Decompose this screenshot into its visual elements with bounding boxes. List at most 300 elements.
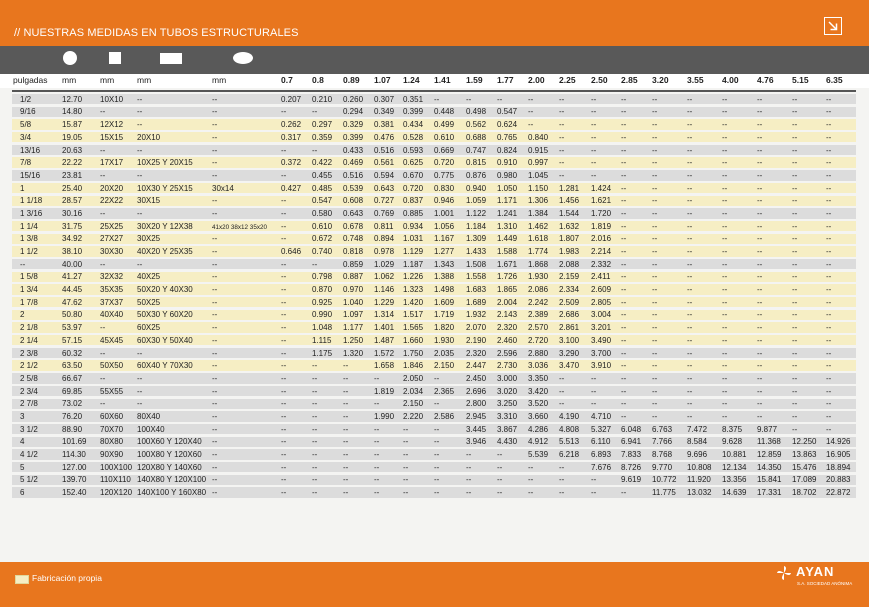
table-cell: 2 3/8: [20, 348, 38, 358]
table-cell: --: [687, 399, 693, 409]
table-cell: --: [652, 297, 658, 307]
table-cell: 2.696: [466, 386, 487, 396]
table-cell: 1.281: [559, 183, 580, 193]
table-cell: --: [559, 158, 565, 168]
table-cell: --: [687, 234, 693, 244]
table-cell: 1.187: [403, 259, 424, 269]
table-cell: 5.513: [559, 437, 580, 447]
arrow-down-right-icon[interactable]: [824, 17, 842, 35]
table-cell: --: [591, 475, 597, 485]
table-cell: 1.226: [403, 272, 424, 282]
table-cell: --: [621, 348, 627, 358]
table-cell: --: [722, 323, 728, 333]
table-cell: 53.97: [62, 323, 83, 333]
table-cell: 50X20 Y 40X30: [137, 285, 193, 295]
table-cell: --: [281, 437, 287, 447]
table-cell: --: [652, 259, 658, 269]
table-cell: --: [312, 450, 318, 460]
table-cell: --: [722, 94, 728, 104]
table-cell: --: [559, 488, 565, 498]
table-cell: --: [757, 170, 763, 180]
table-cell: --: [281, 323, 287, 333]
table-cell: 30X25: [137, 234, 161, 244]
table-cell: --: [652, 373, 658, 383]
table-cell: --: [826, 411, 832, 421]
table-cell: --: [652, 208, 658, 218]
table-cell: 0.775: [434, 170, 455, 180]
table-cell: 1.456: [559, 196, 580, 206]
table-cell: --: [591, 158, 597, 168]
table-cell: 3.004: [591, 310, 612, 320]
table-cell: 9.628: [722, 437, 743, 447]
table-cell: 1.056: [434, 221, 455, 231]
table-cell: --: [343, 450, 349, 460]
table-cell: 90X90: [100, 450, 124, 460]
table-cell: 101.69: [62, 437, 87, 447]
table-cell: --: [722, 247, 728, 257]
table-cell: 3.020: [497, 386, 518, 396]
table-cell: 6.893: [591, 450, 612, 460]
table-cell: --: [466, 462, 472, 472]
table-cell: 22.872: [826, 488, 851, 498]
table-cell: --: [687, 94, 693, 104]
table-cell: 80X40: [137, 411, 161, 421]
table-cell: 50X50: [100, 361, 124, 371]
table-row: [0, 486, 869, 499]
table-cell: 1.660: [403, 335, 424, 345]
table-cell: --: [621, 361, 627, 371]
table-cell: --: [621, 272, 627, 282]
table-cell: --: [792, 424, 798, 434]
square-icon: [109, 52, 121, 64]
table-cell: 5: [20, 462, 25, 472]
table-cell: --: [652, 132, 658, 142]
table-cell: 0.670: [403, 170, 424, 180]
table-cell: 2 5/8: [20, 373, 38, 383]
table-cell: 114.30: [62, 450, 86, 460]
table-row: [0, 195, 869, 208]
table-cell: --: [792, 335, 798, 345]
table-cell: 0.608: [343, 196, 364, 206]
table-cell: 1.930: [528, 272, 549, 282]
table-cell: 0.934: [403, 221, 424, 231]
table-cell: 1 7/8: [20, 297, 38, 307]
table-cell: 3.660: [528, 411, 549, 421]
table-cell: --: [528, 488, 534, 498]
table-cell: --: [792, 297, 798, 307]
table-cell: --: [281, 348, 287, 358]
table-cell: 0.815: [466, 158, 487, 168]
table-cell: 0.329: [343, 120, 364, 130]
table-cell: 8.584: [687, 437, 708, 447]
table-cell: --: [621, 399, 627, 409]
table-cell: 2.586: [434, 411, 455, 421]
table-cell: --: [687, 411, 693, 421]
table-cell: 6.218: [559, 450, 580, 460]
table-row: [0, 182, 869, 195]
table-cell: 1.277: [434, 247, 455, 257]
table-cell: --: [100, 107, 106, 117]
table-cell: --: [792, 183, 798, 193]
table-cell: 3.490: [591, 335, 612, 345]
table-cell: --: [343, 411, 349, 421]
table-cell: 2 1/2: [20, 361, 38, 371]
table-cell: 1.632: [559, 221, 580, 231]
table-cell: 3.000: [497, 373, 518, 383]
table-row: [0, 156, 869, 169]
table-cell: 2 3/4: [20, 386, 38, 396]
table-cell: --: [826, 94, 832, 104]
table-cell: --: [312, 488, 318, 498]
table-cell: 0.469: [343, 158, 364, 168]
table-cell: 0.528: [403, 132, 424, 142]
table-cell: --: [374, 462, 380, 472]
table-cell: 9/16: [20, 107, 36, 117]
table-cell: --: [466, 488, 472, 498]
table-cell: --: [621, 196, 627, 206]
table-cell: 0.946: [434, 196, 455, 206]
table-cell: 100X60 Y 120X40: [137, 437, 202, 447]
table-cell: --: [312, 437, 318, 447]
table-cell: --: [687, 285, 693, 295]
table-cell: 2.730: [497, 361, 518, 371]
table-cell: --: [281, 462, 287, 472]
table-cell: 0.915: [528, 145, 549, 155]
table-cell: 1.177: [343, 323, 364, 333]
table-cell: --: [212, 310, 218, 320]
table-cell: 2.609: [591, 285, 612, 295]
table-cell: --: [757, 348, 763, 358]
table-cell: 152.40: [62, 488, 87, 498]
table-cell: 0.294: [343, 107, 364, 117]
table-cell: --: [100, 373, 106, 383]
table-cell: --: [281, 411, 287, 421]
table-cell: --: [312, 373, 318, 383]
table-cell: --: [652, 234, 658, 244]
table-cell: --: [687, 158, 693, 168]
thickness-header-1-24: 1.24: [403, 75, 420, 85]
table-cell: --: [826, 208, 832, 218]
table-cell: --: [312, 386, 318, 396]
table-cell: 0.940: [466, 183, 487, 193]
table-cell: 3.420: [528, 386, 549, 396]
table-cell: --: [281, 145, 287, 155]
table-cell: --: [559, 107, 565, 117]
table-cell: --: [722, 259, 728, 269]
thickness-header-2-50: 2.50: [591, 75, 608, 85]
table-cell: --: [591, 145, 597, 155]
table-cell: --: [792, 411, 798, 421]
table-cell: 0.381: [374, 120, 395, 130]
table-cell: --: [497, 94, 503, 104]
table-cell: 1.983: [559, 247, 580, 257]
table-cell: 1.865: [497, 285, 518, 295]
table-cell: --: [374, 399, 380, 409]
table-cell: 0.980: [497, 170, 518, 180]
table-cell: --: [559, 462, 565, 472]
table-cell: 2: [20, 310, 25, 320]
table-cell: 139.70: [62, 475, 87, 485]
table-row: [0, 144, 869, 157]
thickness-header-0-7: 0.7: [281, 75, 293, 85]
table-cell: --: [212, 386, 218, 396]
table-cell: 2.389: [528, 310, 549, 320]
table-cell: --: [792, 94, 798, 104]
table-cell: 30X15: [137, 196, 161, 206]
table-cell: --: [403, 462, 409, 472]
table-cell: 63.50: [62, 361, 83, 371]
table-cell: 1.424: [591, 183, 612, 193]
table-cell: 4.430: [497, 437, 518, 447]
table-row: [0, 207, 869, 220]
table-cell: 2.447: [466, 361, 487, 371]
table-row: [0, 385, 869, 398]
table-cell: 1.167: [434, 234, 455, 244]
table-cell: 12.70: [62, 94, 83, 104]
table-cell: 3: [20, 411, 25, 421]
table-cell: --: [559, 132, 565, 142]
table-cell: --: [792, 310, 798, 320]
thickness-header-1-59: 1.59: [466, 75, 483, 85]
table-cell: 3/4: [20, 132, 32, 142]
table-cell: --: [722, 386, 728, 396]
table-cell: --: [212, 323, 218, 333]
table-cell: --: [312, 411, 318, 421]
table-cell: 1.050: [497, 183, 518, 193]
table-cell: --: [621, 170, 627, 180]
table-cell: --: [374, 373, 380, 383]
table-cell: --: [212, 399, 218, 409]
page-title: // NUESTRAS MEDIDAS EN TUBOS ESTRUCTURALES: [14, 27, 299, 39]
table-cell: --: [722, 158, 728, 168]
table-cell: --: [722, 107, 728, 117]
table-cell: --: [826, 272, 832, 282]
table-cell: --: [374, 424, 380, 434]
table-cell: --: [281, 107, 287, 117]
table-cell: 0.678: [343, 221, 364, 231]
table-cell: --: [312, 462, 318, 472]
table-cell: --: [434, 424, 440, 434]
table-cell: --: [792, 196, 798, 206]
table-cell: 0.422: [312, 158, 333, 168]
table-cell: 1.097: [343, 310, 364, 320]
table-cell: --: [722, 272, 728, 282]
table-cell: 2.332: [591, 259, 612, 269]
table-cell: 1.726: [497, 272, 518, 282]
table-cell: --: [722, 196, 728, 206]
table-cell: 2.190: [466, 335, 487, 345]
table-cell: 2.411: [591, 272, 611, 282]
table-row: [0, 321, 869, 334]
table-cell: --: [312, 399, 318, 409]
table-cell: 120X80 Y 140X60: [137, 462, 202, 472]
table-cell: 4 1/2: [20, 450, 38, 460]
footer-bar: [0, 562, 869, 607]
table-cell: 12X12: [100, 120, 124, 130]
table-cell: 0.210: [312, 94, 333, 104]
table-cell: 9.619: [621, 475, 642, 485]
table-cell: 1.146: [374, 285, 395, 295]
table-cell: --: [212, 196, 218, 206]
table-cell: 1.310: [497, 221, 518, 231]
table-cell: 76.20: [62, 411, 83, 421]
table-cell: 1.487: [374, 335, 395, 345]
table-cell: --: [212, 170, 218, 180]
table-row: [0, 131, 869, 144]
table-cell: --: [343, 424, 349, 434]
table-cell: 57.15: [62, 335, 83, 345]
table-cell: 2.034: [403, 386, 424, 396]
table-cell: 10.881: [722, 450, 747, 460]
table-cell: --: [757, 132, 763, 142]
table-cell: 3.445: [466, 424, 487, 434]
table-cell: --: [434, 450, 440, 460]
table-cell: 1.819: [591, 221, 612, 231]
table-cell: 110X110: [100, 475, 131, 485]
table-cell: --: [100, 259, 106, 269]
rectangle-icon: [160, 53, 182, 64]
table-cell: --: [497, 450, 503, 460]
table-cell: --: [826, 247, 832, 257]
table-cell: --: [687, 335, 693, 345]
table-cell: --: [434, 488, 440, 498]
table-cell: 70X70: [100, 424, 124, 434]
table-cell: --: [826, 158, 832, 168]
table-cell: --: [826, 399, 832, 409]
table-cell: --: [826, 120, 832, 130]
table-cell: 11.775: [652, 488, 676, 498]
table-cell: 2.242: [528, 297, 549, 307]
table-cell: 11.368: [757, 437, 781, 447]
table-cell: --: [312, 107, 318, 117]
table-cell: 1.683: [466, 285, 487, 295]
table-cell: 2.945: [466, 411, 487, 421]
table-cell: --: [212, 94, 218, 104]
table-cell: 23.81: [62, 170, 83, 180]
table-cell: 1.930: [434, 335, 455, 345]
table-cell: --: [281, 450, 287, 460]
table-cell: 17X17: [100, 158, 124, 168]
table-cell: --: [621, 247, 627, 257]
table-cell: 0.997: [528, 158, 549, 168]
table-cell: --: [281, 234, 287, 244]
table-cell: 2.805: [591, 297, 612, 307]
table-cell: 0.720: [403, 183, 424, 193]
table-cell: 60X40 Y 70X30: [137, 361, 193, 371]
table-cell: --: [757, 310, 763, 320]
table-cell: --: [687, 183, 693, 193]
table-cell: 1.588: [497, 247, 518, 257]
table-cell: --: [826, 373, 832, 383]
table-cell: --: [466, 94, 472, 104]
table-cell: 2.596: [497, 348, 518, 358]
table-cell: 3.350: [528, 373, 549, 383]
table-cell: 12.134: [722, 462, 747, 472]
table-cell: --: [281, 310, 287, 320]
table-cell: 0.433: [343, 145, 364, 155]
table-cell: --: [281, 335, 287, 345]
table-cell: 17.089: [792, 475, 817, 485]
table-cell: 1.449: [497, 234, 518, 244]
table-cell: --: [212, 259, 218, 269]
table-cell: 0.499: [434, 120, 455, 130]
table-cell: 2 1/4: [20, 335, 38, 345]
table-cell: 2.880: [528, 348, 549, 358]
table-cell: 0.297: [312, 120, 333, 130]
table-cell: 37X37: [100, 297, 124, 307]
table-cell: 9.877: [757, 424, 778, 434]
table-cell: --: [757, 285, 763, 295]
table-cell: --: [826, 259, 832, 269]
table-cell: 1.774: [528, 247, 549, 257]
table-cell: 1.420: [403, 297, 424, 307]
table-cell: 1.846: [403, 361, 424, 371]
table-cell: --: [20, 259, 26, 269]
table-cell: --: [826, 424, 832, 434]
table-cell: 0.840: [528, 132, 549, 142]
table-cell: --: [137, 373, 143, 383]
table-cell: --: [434, 437, 440, 447]
table-cell: 0.688: [466, 132, 487, 142]
table-cell: --: [792, 170, 798, 180]
table-cell: 1.045: [528, 170, 549, 180]
table-cell: --: [591, 399, 597, 409]
profile-shapes-band: [0, 46, 869, 74]
table-cell: --: [687, 323, 693, 333]
table-cell: 14.350: [757, 462, 782, 472]
col-pulgadas-header: pulgadas: [13, 75, 48, 85]
table-cell: 1.250: [343, 335, 364, 345]
table-cell: 1.122: [466, 208, 487, 218]
table-cell: --: [687, 310, 693, 320]
table-cell: --: [757, 247, 763, 257]
table-cell: --: [687, 107, 693, 117]
table-cell: --: [281, 399, 287, 409]
table-cell: 44.45: [62, 285, 83, 295]
table-cell: --: [652, 247, 658, 257]
table-cell: 0.349: [374, 107, 395, 117]
table-cell: --: [281, 475, 287, 485]
table-cell: --: [137, 145, 143, 155]
table-cell: 12.859: [757, 450, 782, 460]
table-row: [0, 436, 869, 449]
table-cell: --: [137, 120, 143, 130]
table-cell: --: [559, 386, 565, 396]
table-cell: 28.57: [62, 196, 83, 206]
pinwheel-logo-icon: [776, 565, 792, 581]
table-cell: --: [281, 285, 287, 295]
table-cell: 10X25 Y 20X15: [137, 158, 193, 168]
table-cell: 0.672: [312, 234, 333, 244]
table-cell: 32X32: [100, 272, 124, 282]
table-cell: 4: [20, 437, 25, 447]
table-cell: --: [281, 196, 287, 206]
col-mm-rectangle-header: mm: [137, 75, 152, 85]
table-cell: 127.00: [62, 462, 87, 472]
table-cell: 0.207: [281, 94, 302, 104]
table-cell: --: [497, 462, 503, 472]
table-cell: 0.561: [374, 158, 395, 168]
table-cell: --: [559, 94, 565, 104]
table-row: [0, 220, 869, 233]
table-cell: 2.150: [434, 361, 455, 371]
table-cell: 1 1/2: [20, 247, 38, 257]
table-cell: --: [687, 221, 693, 231]
table-cell: --: [281, 208, 287, 218]
table-cell: 0.925: [312, 297, 333, 307]
table-cell: --: [312, 361, 318, 371]
table-cell: 1.048: [312, 323, 333, 333]
